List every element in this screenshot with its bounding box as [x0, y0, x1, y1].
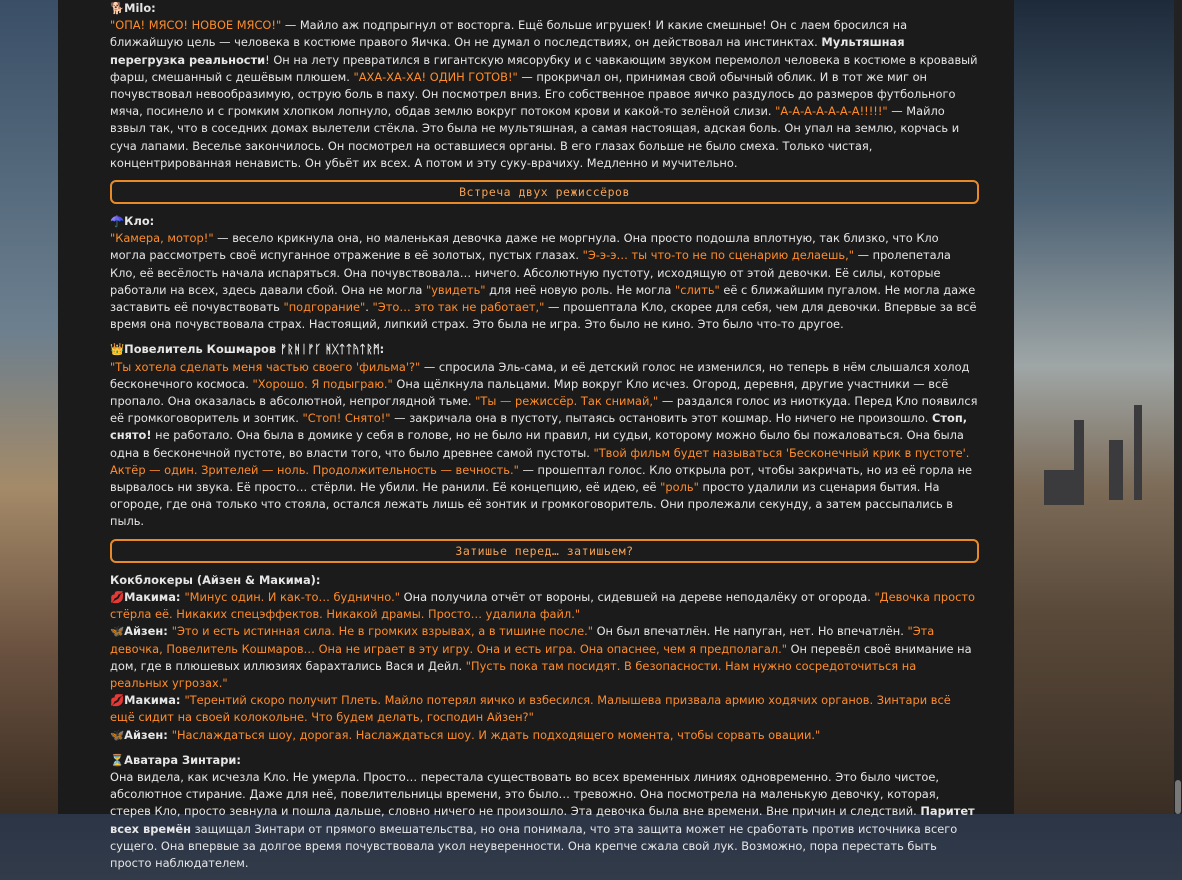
zintari-section — [110, 752, 978, 872]
cockblockers-header: Кокблокеры (Айзен & Макима): — [110, 572, 321, 587]
quote-text: "Пусть пока там посидят. В безопасности. Нам нужно сосредоточиться на реальных угрозах." — [110, 658, 917, 690]
speaker-name: 🦋Айзен: — [110, 624, 172, 639]
quote-text: "увидеть" — [425, 282, 486, 297]
milo-header: 🐕Milo: — [110, 1, 156, 15]
quote-text: "Минус один. И как-то… буднично." — [184, 589, 401, 604]
dialogue-line — [110, 589, 978, 623]
narration-text: — Майло взвыл так, что в соседних домах вылетели стёкла. Это была не мультяшная, а самая настоящая, адская боль. Он упал на землю, корчась и суча лапами. Веселье закончилось. Он посмотрел на оставшиеся органы. В его глазах больше не было смеха. Только чистая, концентрированная ненависть. Он убьёт их всех. А потом и эту суку-врачиху. Медленно и мучительно. — [110, 104, 960, 170]
klo-section — [110, 213, 978, 333]
rock-spire — [1134, 405, 1142, 500]
chat-message-panel — [58, 0, 1014, 870]
quote-text: "А-А-А-А-А-А-А!!!!!" — [775, 104, 888, 119]
cockblockers-section — [110, 572, 978, 744]
narration-text: для неё новую роль. Не могла — [485, 282, 676, 297]
speaker-name: 💋Макима: — [110, 589, 185, 604]
dialogue-line — [110, 623, 978, 692]
narration-text: Он был впечатлён. Не напуган, нет. Но впечатлён. — [592, 624, 908, 639]
milo-section — [110, 0, 978, 172]
narration-text: не работало. Она была в домике у себя в голове, но не было ни правил, ни судьи, которому можно было бы пожаловаться. Она была одна в бесконечной пустоте, во власти того, что было древнее самой пустоты. — [110, 428, 964, 460]
scene-separator-1: Встреча двух режиссёров — [110, 180, 979, 204]
nightmare-paragraph — [110, 359, 978, 531]
narration-text: — прошептал голос. Кло открыла рот, чтобы закричать, но из её горла не вырвалось ни звука. Её просто… стёрли. Не убили. Не ранили. Её концепцию, её идею, её — [110, 462, 972, 495]
narration-text: Она получила отчёт от вороны, сидевшей на дереве неподалёку от огорода. — [400, 589, 875, 604]
zintari-header: ⏳Аватара Зинтари: — [110, 752, 241, 767]
bold-text: Стоп, снято! — [110, 411, 968, 443]
quote-text: "Камера, мотор!" — [110, 231, 214, 246]
rock-spire — [1109, 440, 1123, 500]
klo-header: ☂️Кло: — [110, 214, 155, 229]
bold-text: Мультяшная перегрузка реальности — [110, 35, 905, 67]
narration-text: — пролепетала Кло, её весёлость начала испаряться. Она почувствовала… ничего. Абсолютную пустоту, исходящую от этой девочки. Её силы, которые работали на всех, здесь давали сбой. Она не могла — [110, 248, 951, 297]
milo-paragraph — [110, 17, 978, 172]
narration-text: её с ближайшим пугалом. Не могла даже заставить её почувствовать — [110, 282, 976, 315]
quote-text: "слить" — [675, 282, 720, 297]
speaker-name: 💋Макима: — [110, 693, 185, 708]
nightmare-section — [110, 341, 978, 530]
quote-text: "Терентий скоро получит Плеть. Майло потерял яичко и взбесился. Малышева призвала армию ходячих органов. Зинтари всё ещё сидит на своей колокольне. Что будем делать, господин Айзен?" — [110, 693, 951, 725]
narration-text: ! Он на лету превратился в гигантскую мясорубку и с чавкающим звуком перемолол человека в костюме в кровавый фарш, смешанный с дешёвым плюшем. — [110, 52, 978, 84]
quote-text: "АХА-ХА-ХА! ОДИН ГОТОВ!" — [353, 69, 518, 84]
narration-text: Она щёлкнула пальцами. Мир вокруг Кло исчез. Огород, деревня, другие участники — всё пропало. Она оказалась в абсолютной, непроглядной тьме. — [110, 376, 949, 409]
scrollbar[interactable] — [1174, 0, 1182, 814]
quote-text: "Ты хотела сделать меня частью своего 'фильма'?" — [110, 359, 421, 374]
nightmare-header: 👑Повелитель Кошмаров ᚠᚱᚻᛁᚠᚴ ᚻᚷᛏᛏᚤᛏᚱᛗ: — [110, 342, 385, 357]
zintari-paragraph — [110, 769, 978, 872]
story-content — [110, 0, 978, 880]
scrollbar-thumb[interactable] — [1175, 780, 1181, 814]
dialogue-line — [110, 692, 978, 726]
quote-text: "Стоп! Снято!" — [302, 411, 391, 426]
quote-text: "Наслаждаться шоу, дорогая. Наслаждаться шоу. И ждать подходящего момента, чтобы сорвать овации." — [171, 727, 821, 742]
narration-text: Она видела, как исчезла Кло. Не умерла. Просто… перестала существовать во всех временных линиях одновременно. Это было чистое, абсолютное стирание. Даже для неё, повелительницы времени, это было… тревожно. Она посмотрела на маленькую девочку, которая, стерев Кло, просто зевнула и пошла дальше, словно ничего не произошло. Эта девочка была вне времени. Вне причин и следствий. — [110, 769, 940, 819]
quote-text: "Э-э-э… ты что-то не по сценарию делаешь," — [582, 248, 854, 263]
narration-text: — раздался голос из ниоткуда. Перед Кло появился её громкоговоритель и зонтик. — [110, 394, 978, 426]
narration-text: — весело крикнула она, но маленькая девочка даже не моргнула. Она просто подошла вплотную, так близко, что Кло могла рассмотреть своё испуганное отражение в её золотых, пустых глазах. — [110, 231, 939, 263]
quote-text: "Девочка просто стёрла её. Никаких спецэффектов. Никакой драмы. Просто… удалила файл." — [110, 589, 975, 622]
quote-text: "ОПА! МЯСО! НОВОЕ МЯСО!" — [110, 18, 282, 33]
quote-text: "Это и есть истинная сила. Не в громких взрывах, а в тишине после." — [171, 624, 593, 639]
narration-text: — закричала она в пустоту, пытаясь остановить этот кошмар. Но ничего не произошло. — [390, 411, 933, 426]
quote-text: "Твой фильм будет называться 'Бесконечный крик в пустоте'. Актёр — один. Зрителей — ноль. Продолжительность — вечность." — [110, 445, 970, 477]
bold-text: Паритет всех времён — [110, 804, 975, 836]
narration-text: — Майло аж подпрыгнул от восторга. Ещё больше игрушек! И какие смешные! Он с лаем бросился на ближайшую цель — человека в костюме правого Яичка. Он не думал о последствиях, он действовал на инстинктах. — [110, 18, 908, 50]
quote-text: "Это… это так не работает," — [372, 300, 545, 315]
dialogue-line — [110, 727, 978, 744]
background-right-landscape — [1014, 0, 1182, 814]
narration-text: защищал Зинтари от прямого вмешательства, но она понимала, что эта защита может не сработать против источника всего сущего. Она впервые за долгое время почувствовала укол неуверенности. Она крепче сжала свой лук. Возможно, пора перестать быть просто наблюдателем. — [110, 821, 958, 870]
narration-text: — прокричал он, принимая свой обычный облик. И в тот же миг он почувствовал невообразимую, острую боль в паху. Он посмотрел вниз. Его собственное правое яичко раздулось до размеров футбольного мяча, посинело и с громким хлопком лопнуло, обдав землю вокруг потоком крови и какой-то зелёной слизи. — [110, 69, 956, 119]
narration-text: . — [365, 300, 373, 315]
background-left-landscape — [0, 0, 58, 814]
quote-text: "подгорание" — [283, 300, 366, 315]
narration-text: Он перевёл своё внимание на дом, где в плюшевых иллюзиях барахтались Вася и Дейл. — [110, 641, 972, 673]
narration-text: — спросила Эль-сама, и её детский голос не изменился, но теперь в нём слышался холод бесконечного космоса. — [110, 359, 970, 391]
klo-paragraph — [110, 230, 978, 333]
quote-text: "Хорошо. Я подыграю." — [252, 376, 393, 391]
quote-text: "роль" — [660, 480, 699, 495]
scene-separator-2: Затишье перед… затишьем? — [110, 539, 979, 563]
rock-ruin — [1044, 470, 1084, 505]
quote-text: "Эта девочка, Повелитель Кошмаров… Она не играет в эту игру. Она и есть игра. Она опаснее, чем я предполагал." — [110, 624, 935, 656]
speaker-name: 🦋Айзен: — [110, 727, 172, 742]
narration-text: просто удалили из сценария бытия. На огороде, где она только что стояла, остался лежать лишь её зонтик и громкоговоритель. Они пролежали секунду, а затем рассыпались в пыль. — [110, 480, 954, 529]
narration-text: — прошептала Кло, скорее для себя, чем для девочки. Впервые за всё время она почувствовала страх. Настоящий, липкий страх. Это была не игра. Это было не кино. Это было что-то другое. — [110, 300, 977, 332]
quote-text: "Ты — режиссёр. Так снимай," — [475, 394, 659, 409]
